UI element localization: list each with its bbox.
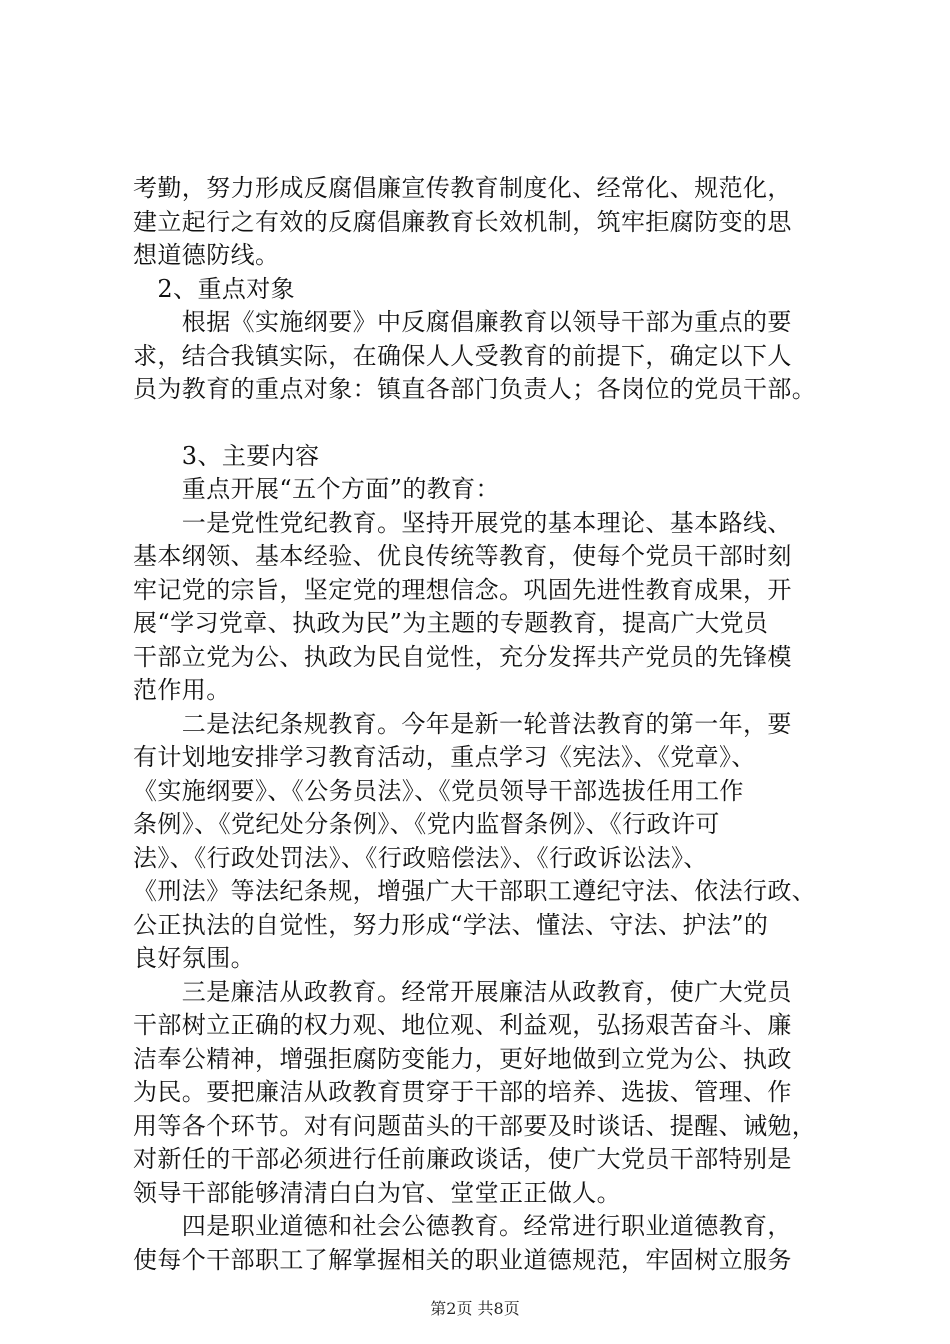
- text-line: 《刑法》等法纪条规，增强广大干部职工遵纪守法、依法行政、: [133, 877, 817, 905]
- text-line: 3、主要内容: [133, 441, 320, 470]
- text-line: 对新任的干部必须进行任前廉政谈话，使广大党员干部特别是: [133, 1145, 792, 1173]
- text-line: 法》、《行政处罚法》、《行政赔偿法》、《行政诉讼法》、: [133, 843, 708, 872]
- text-line: 公正执法的自觉性，努力形成“学法、懂法、守法、护法”的: [133, 910, 769, 939]
- text-line: 根据《实施纲要》中反腐倡廉教育以领导干部为重点的要: [133, 308, 792, 336]
- text-line: 良好氛围。: [133, 944, 255, 972]
- blank-line: [133, 407, 853, 440]
- text-line: 求，结合我镇实际，在确保人人受教育的前提下，确定以下人: [133, 341, 792, 370]
- paragraph-block-top: [133, 172, 853, 407]
- text-line: 建立起行之有效的反腐倡廉教育长效机制，筑牢拒腐防变的思: [133, 207, 792, 236]
- text-line: 展“学习党章、执政为民”为主题的专题教育，提高广大党员: [133, 609, 769, 637]
- text-line: 领导干部能够清清白白为官、堂堂正正做人。: [133, 1178, 621, 1207]
- text-line: 基本纲领、基本经验、优良传统等教育，使每个党员干部时刻: [133, 542, 792, 570]
- text-line: 条例》、《党纪处分条例》、《党内监督条例》、《行政许可: [133, 810, 720, 838]
- text-line: 一是党性党纪教育。坚持开展党的基本理论、基本路线、: [133, 508, 792, 537]
- text-line: 三是廉洁从政教育。经常开展廉洁从政教育，使广大党员: [133, 977, 792, 1006]
- text-line: 牢记党的宗旨，坚定党的理想信念。巩固先进性教育成果，开: [133, 575, 792, 604]
- text-line: 有计划地安排学习教育活动，重点学习《宪法》、《党章》、: [133, 743, 756, 771]
- text-line: 用等各个环节。对有问题苗头的干部要及时谈话、提醒、诫勉，: [133, 1111, 817, 1140]
- text-line: 干部立党为公、执政为民自觉性，充分发挥共产党员的先锋模: [133, 642, 792, 671]
- text-line: 范作用。: [133, 676, 231, 704]
- text-line: 干部树立正确的权力观、地位观、利益观，弘扬艰苦奋斗、廉: [133, 1011, 792, 1039]
- text-line: 为民。要把廉洁从政教育贯穿于干部的培养、选拔、管理、作: [133, 1078, 792, 1106]
- text-line: 考勤，努力形成反腐倡廉宣传教育制度化、经常化、规范化，: [133, 174, 792, 202]
- text-line: 员为教育的重点对象：镇直各部门负责人；各岗位的党员干部。: [133, 375, 817, 403]
- text-line: 《实施纲要》、《公务员法》、《党员领导干部选拔任用工作: [133, 776, 744, 805]
- document-body: [133, 172, 853, 1277]
- text-line: 想道德防线。: [133, 241, 280, 269]
- text-line: 重点开展“五个方面”的教育：: [133, 475, 500, 503]
- text-line: 2、重点对象: [133, 274, 296, 303]
- page-footer: 第2页 共8页: [430, 1299, 520, 1318]
- text-line: 洁奉公精神，增强拒腐防变能力，更好地做到立党为公、执政: [133, 1044, 792, 1073]
- paragraph-block-bottom: [133, 440, 853, 1278]
- text-line: 四是职业道德和社会公德教育。经常进行职业道德教育，: [133, 1212, 792, 1240]
- text-line: 使每个干部职工了解掌握相关的职业道德规范，牢固树立服务: [133, 1245, 792, 1274]
- text-line: 二是法纪条规教育。今年是新一轮普法教育的第一年，要: [133, 709, 792, 738]
